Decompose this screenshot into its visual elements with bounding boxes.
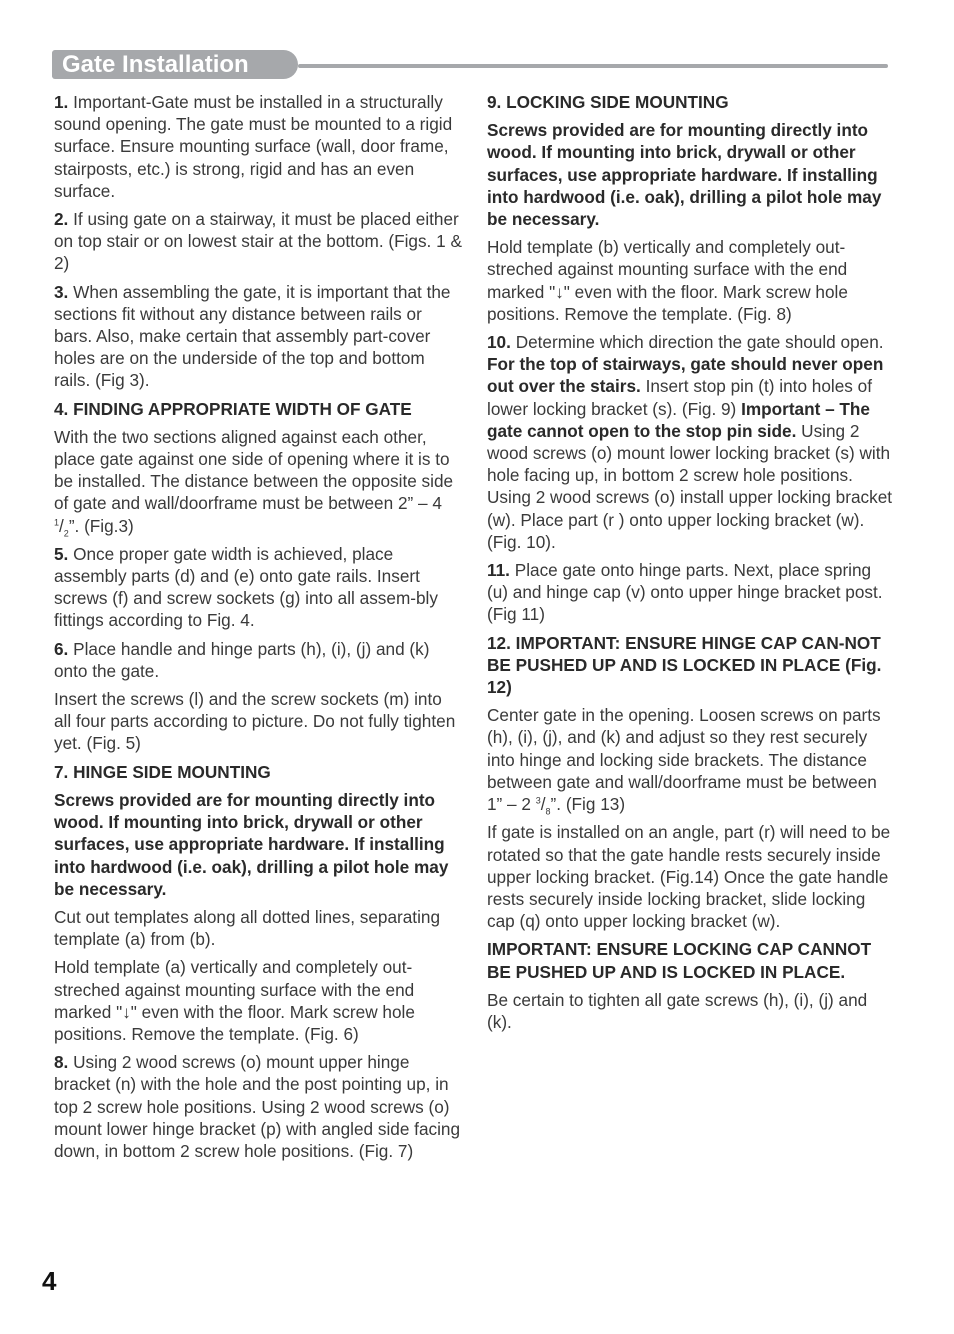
left-column xyxy=(54,91,462,1168)
step-8 xyxy=(54,1051,462,1162)
heading-finding-width: 4. FINDING APPROPRIATE WIDTH OF GATE xyxy=(54,398,412,419)
fraction-numerator: 1 xyxy=(54,516,60,527)
hinge-screw-warning: Screws provided are for mounting directly into wood. If mounting into brick, drywall or other surfaces, use appropriate hardware. If installing into hardwood (i.e. oak), drilling a pilot hole may be necessary. xyxy=(54,789,449,899)
step-number: 6. xyxy=(54,638,69,659)
fraction-denominator: 8 xyxy=(545,806,551,817)
step-number: 1. xyxy=(54,92,69,112)
locking-screw-warning: Screws provided are for mounting directly into wood. If mounting into brick, drywall or other surfaces, use appropriate hardware. If installing into hardwood (i.e. oak), drilling a pilot hole may be necessary. xyxy=(487,120,882,230)
heading-hinge-side: 7. HINGE SIDE MOUNTING xyxy=(54,761,271,782)
step-number: 2. xyxy=(54,209,69,230)
fraction-numerator: 3 xyxy=(535,795,541,806)
step-text: Important-Gate must be installed in a structurally sound opening. The gate must be mounted to a rigid surface. Ensure mounting surface (wall, door frame, stairposts, etc.) is strong, rigid and has an even surface. xyxy=(54,92,453,201)
stop-pin-warning: Important – The gate cannot open to the stop pin side. xyxy=(487,398,870,441)
step-text: Once proper gate width is achieved, place assembly parts (d) and (e) onto gate rails. Insert screws (f) and screw sockets (g) into all assem-bly fittings according to Fig. 4. xyxy=(54,543,438,631)
step-10: 10. Determine which direction the gate should open. For the top of stairways, gate should never open out over the stairs. Insert stop pin (t) into holes of lower locking bracket (s). (Fig. 9) Important – The gate cannot open to the stop pin side. Using 2 wood screws (o) mount lower locking bracket (s) with hole facing up, in bottom 2 screw hole positions. Using 2 wood screws (o) install upper locking bracket (w). Place part (r ) onto upper locking bracket (w). (Fig. 10). xyxy=(487,332,893,552)
step-text: If using gate on a stairway, it must be placed either on top stair or on lowest stair at the bottom. (Figs. 1 & 2) xyxy=(54,209,462,274)
stair-warning: For the top of stairways, gate should never open out over the stairs. xyxy=(487,354,884,397)
step-number: 8. xyxy=(54,1052,69,1073)
hold-template-a-text: Hold template (a) vertically and completely out-streched against mounting surface with the end marked "↓" even with the floor. Mark screw hole positions. Remove the template. (Fig. 6) xyxy=(54,957,415,1044)
heading-hinge-cap: 12. IMPORTANT: ENSURE HINGE CAP CAN-NOT BE PUSHED UP AND IS LOCKED IN PLACE (Fig. 12) xyxy=(487,632,882,698)
header-rule xyxy=(298,64,888,68)
center-gate-text: Center gate in the opening. Loosen screws on parts (h), (i), (j), and (k) and adjust so they rest securely into hinge and locking side brackets. The distance between gate and wall/doorframe must be between 1” – 2 $^3/_8$”. (Fig 13) xyxy=(487,705,881,817)
step-text: Place handle and hinge parts (h), (i), (j) and (k) onto the gate. xyxy=(54,638,430,681)
step-number: 10. xyxy=(487,332,511,353)
step-5 xyxy=(54,543,462,632)
step-text: Using 2 wood screws (o) mount upper hinge bracket (n) with the hole and the post pointing up, in top 2 screw hole positions. Using 2 wood screws (o) mount lower hinge bracket (p) with angled side facing down, in bottom 2 screw hole positions. (Fig. 7) xyxy=(54,1052,461,1161)
step-number: 5. xyxy=(54,543,69,564)
section-header xyxy=(52,50,888,80)
step-11 xyxy=(487,559,895,626)
step-3 xyxy=(54,281,462,392)
step-6-continued: Insert the screws (l) and the screw sockets (m) into all four parts according to picture. Do not fully tighten yet. (Fig. 5) xyxy=(54,689,456,754)
step-1 xyxy=(54,91,462,202)
fraction-denominator: 2 xyxy=(63,528,69,539)
arrow-down-icon: ↓ xyxy=(555,281,564,302)
cut-templates-text: Cut out templates along all dotted lines, separating template (a) from (b). xyxy=(54,906,441,950)
page-number: 4 xyxy=(42,1266,57,1296)
hold-template-b-text: Hold template (b) vertically and completely out-streched against mounting surface with the end marked "↓" even with the floor. Mark screw hole positions. Remove the template. (Fig. 8) xyxy=(487,237,848,324)
right-column xyxy=(487,91,895,1039)
locking-cap-warning: IMPORTANT: ENSURE LOCKING CAP CANNOT BE PUSHED UP AND IS LOCKED IN PLACE. xyxy=(487,939,872,982)
arrow-down-icon: ↓ xyxy=(122,1001,131,1022)
final-tighten-text: Be certain to tighten all gate screws (h), (i), (j) and (k). xyxy=(487,989,868,1032)
step-6 xyxy=(54,638,462,682)
step-4-text: With the two sections aligned against each other, place gate against one side of opening where it is to be installed. The distance between the opposite side of gate and wall/doorframe must be between 2” – 4 $^1/_2$”. (Fig.3) xyxy=(54,426,454,539)
step-number: 11. xyxy=(487,560,510,581)
heading-locking-side: 9. LOCKING SIDE MOUNTING xyxy=(487,92,729,112)
step-text: Place gate onto hinge parts. Next, place spring (u) and hinge cap (v) onto upper hinge bracket post. (Fig 11) xyxy=(487,560,883,625)
angle-install-text: If gate is installed on an angle, part (r) will need to be rotated so that the gate handle rests securely inside upper locking bracket. (Fig.14) Once the gate handle rests securely inside locking bracket, slide locking cap (q) onto upper locking bracket (w). xyxy=(487,822,891,932)
step-number: 3. xyxy=(54,281,69,302)
page-title: Gate Installation xyxy=(52,50,298,79)
step-text: When assembling the gate, it is important that the sections fit without any distance between rails or bars. Also, make certain that assembly part-cover holes are on the underside of the top and bottom rails. (Fig 3). xyxy=(54,281,451,391)
step-2 xyxy=(54,208,462,275)
